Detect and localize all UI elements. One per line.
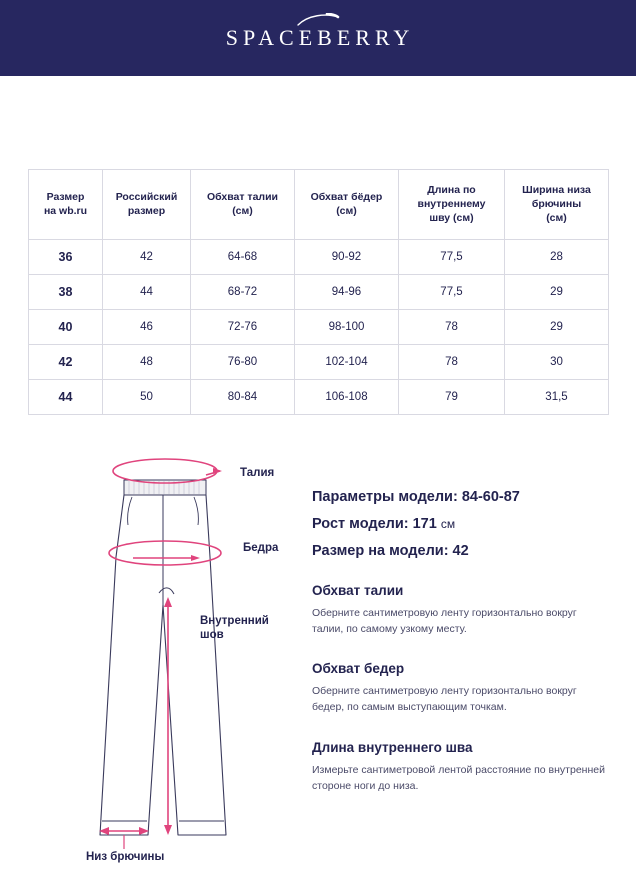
column-header-ru-size: Российский размер (103, 170, 191, 240)
section-body-hips: Оберните сантиметровую ленту горизонтально вокруг бедер, по самым выступающим точкам. (312, 685, 577, 714)
table-cell: 77,5 (399, 239, 505, 274)
table-cell: 29 (505, 309, 609, 344)
table-cell: 98-100 (295, 309, 399, 344)
section-hips (312, 661, 608, 716)
label-hem: Низ брючины (86, 850, 165, 863)
table-cell: 31,5 (505, 379, 609, 414)
table-cell: 50 (103, 379, 191, 414)
measurement-info (300, 445, 608, 875)
table-row (29, 379, 609, 414)
table-cell: 42 (103, 239, 191, 274)
model-height-unit: см (440, 516, 456, 531)
section-title-hips: Обхват бедер (312, 661, 405, 677)
model-height-value: Рост модели: 171 (312, 515, 437, 532)
section-waist (312, 583, 608, 638)
table-cell: 94-96 (295, 274, 399, 309)
model-height (312, 516, 608, 532)
table-cell: 46 (103, 309, 191, 344)
table-cell: 78 (399, 344, 505, 379)
table-row (29, 239, 609, 274)
cell-wb-size: 36 (29, 239, 103, 274)
table-cell: 77,5 (399, 274, 505, 309)
table-cell: 28 (505, 239, 609, 274)
cell-wb-size: 38 (29, 274, 103, 309)
table-cell: 76-80 (191, 344, 295, 379)
label-inseam: Внутренний шов (200, 614, 269, 641)
column-header-hips: Обхват бёдер (см) (295, 170, 399, 240)
brand-name: SPACEBERRY (225, 25, 415, 50)
brand-logo (222, 25, 415, 51)
model-params: Параметры модели: 84-60-87 (312, 488, 520, 505)
table-cell: 44 (103, 274, 191, 309)
trousers-figure (28, 445, 300, 875)
section-title-waist: Обхват талии (312, 582, 404, 598)
table-cell: 30 (505, 344, 609, 379)
section-title-inseam: Длина внутреннего шва (312, 739, 473, 755)
table-row (29, 344, 609, 379)
table-cell: 79 (399, 379, 505, 414)
trousers-diagram (28, 445, 300, 875)
column-header-hem-width: Ширина низа брючины (см) (505, 170, 609, 240)
table-cell: 72-76 (191, 309, 295, 344)
table-cell: 106-108 (295, 379, 399, 414)
table-cell: 90-92 (295, 239, 399, 274)
table-cell: 48 (103, 344, 191, 379)
table-cell: 102-104 (295, 344, 399, 379)
cell-wb-size: 40 (29, 309, 103, 344)
size-table-wrapper (28, 169, 608, 415)
table-cell: 78 (399, 309, 505, 344)
column-header-waist: Обхват талии (см) (191, 170, 295, 240)
table-cell: 68-72 (191, 274, 295, 309)
label-hips: Бедра (243, 541, 279, 554)
table-cell: 80-84 (191, 379, 295, 414)
label-waist: Талия (240, 466, 275, 479)
cell-wb-size: 44 (29, 379, 103, 414)
table-cell: 29 (505, 274, 609, 309)
size-table-body (29, 239, 609, 414)
table-cell: 64-68 (191, 239, 295, 274)
model-size: Размер на модели: 42 (312, 542, 469, 559)
section-body-waist: Оберните сантиметровую ленту горизонтально вокруг талии, по самому узкому месту. (312, 606, 577, 635)
measurement-guide (0, 445, 636, 875)
column-header-wb-size: Размер на wb.ru (29, 170, 103, 240)
section-inseam (312, 740, 608, 795)
column-header-inseam: Длина по внутреннему шву (см) (399, 170, 505, 240)
cell-wb-size: 42 (29, 344, 103, 379)
page-header (0, 0, 636, 76)
size-table (28, 169, 609, 415)
table-row (29, 274, 609, 309)
table-header-row (29, 170, 609, 240)
swoosh-icon (296, 13, 340, 27)
section-body-inseam: Измерьте сантиметровой лентой расстояние по внутренней стороне ноги до низа. (312, 763, 605, 792)
table-row (29, 309, 609, 344)
